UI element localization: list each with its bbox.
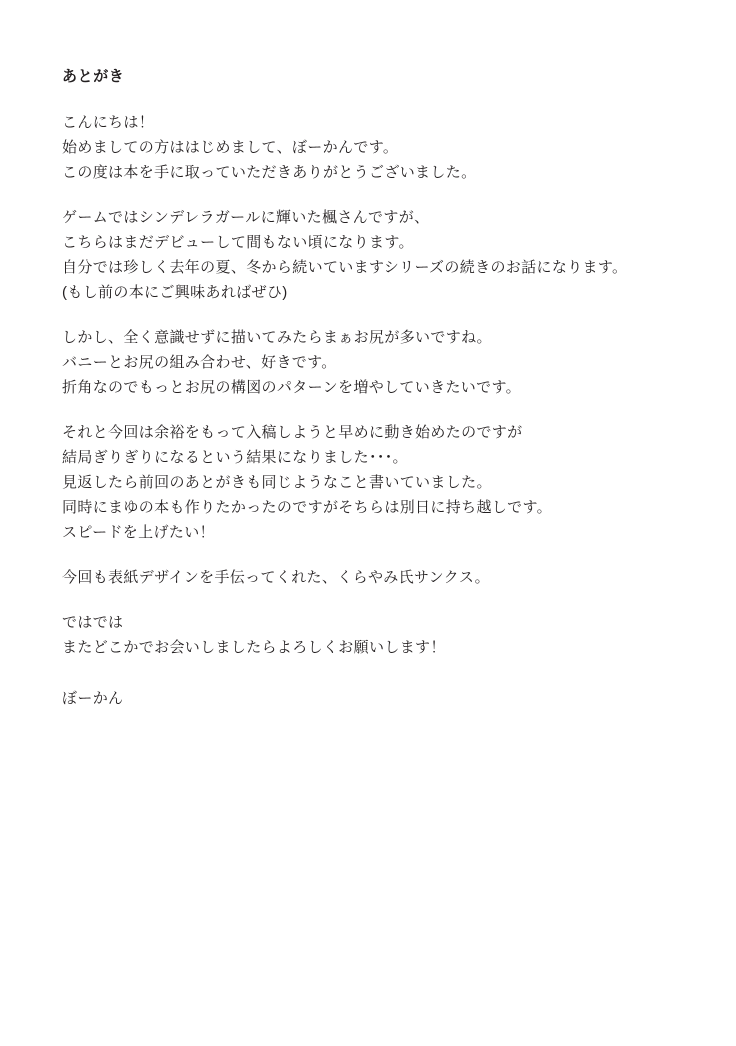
paragraph-line: 今回も表紙デザインを手伝ってくれた、くらやみ氏サンクス。 [62,569,491,586]
afterword-content [62,66,696,711]
paragraph-line: 折角なのでもっとお尻の構図のパターンを増やしていきたいです。 [62,379,522,396]
paragraph-line: こちらはまだデビューして間もない頃になります。 [62,234,414,251]
paragraph-line: こんにちは！ [62,114,155,131]
author-signature: ぼーかん [62,690,124,707]
paragraph-line: バニーとお尻の組み合わせ、好きです。 [62,354,337,371]
paragraph-line: 自分では珍しく去年の夏、冬から続いていますシリーズの続きのお話になります。 [62,259,628,276]
paragraph-line: またどこかでお会いしましたらよろしくお願いします！ [62,639,446,656]
paragraph-line: しかし、全く意識せずに描いてみたらまぁお尻が多いですね。 [62,329,492,346]
schedule-paragraph [62,420,696,545]
paragraph-line: 同時にまゆの本も作りたかったのですがそちらは別日に持ち越しです。 [62,499,553,516]
closing-paragraph [62,610,696,660]
paragraph-line: スピードを上げたい！ [62,524,215,541]
greeting-paragraph [62,110,696,185]
paragraph-line: (もし前の本にご興味あればぜひ) [62,284,288,301]
theme-paragraph [62,325,696,400]
paragraph-line: 始めましての方ははじめまして、ぼーかんです。 [62,139,399,156]
paragraph-line: ではでは [62,614,124,631]
paragraph-line: 見返したら前回のあとがきも同じようなこと書いていました。 [62,474,492,491]
paragraph-line: ゲームではシンデレラガールに輝いた楓さんですが、 [62,209,430,226]
page-title: あとがき [62,68,125,85]
signature-block [62,686,696,711]
paragraph-line: 結局ぎりぎりになるという結果になりました･･･。 [62,449,408,466]
paragraph-line: この度は本を手に取っていただきありがとうございました。 [62,164,477,181]
game-paragraph [62,205,696,305]
thanks-paragraph [62,565,696,590]
paragraph-line: それと今回は余裕をもって入稿しようと早めに動き始めたのですが [62,424,523,441]
